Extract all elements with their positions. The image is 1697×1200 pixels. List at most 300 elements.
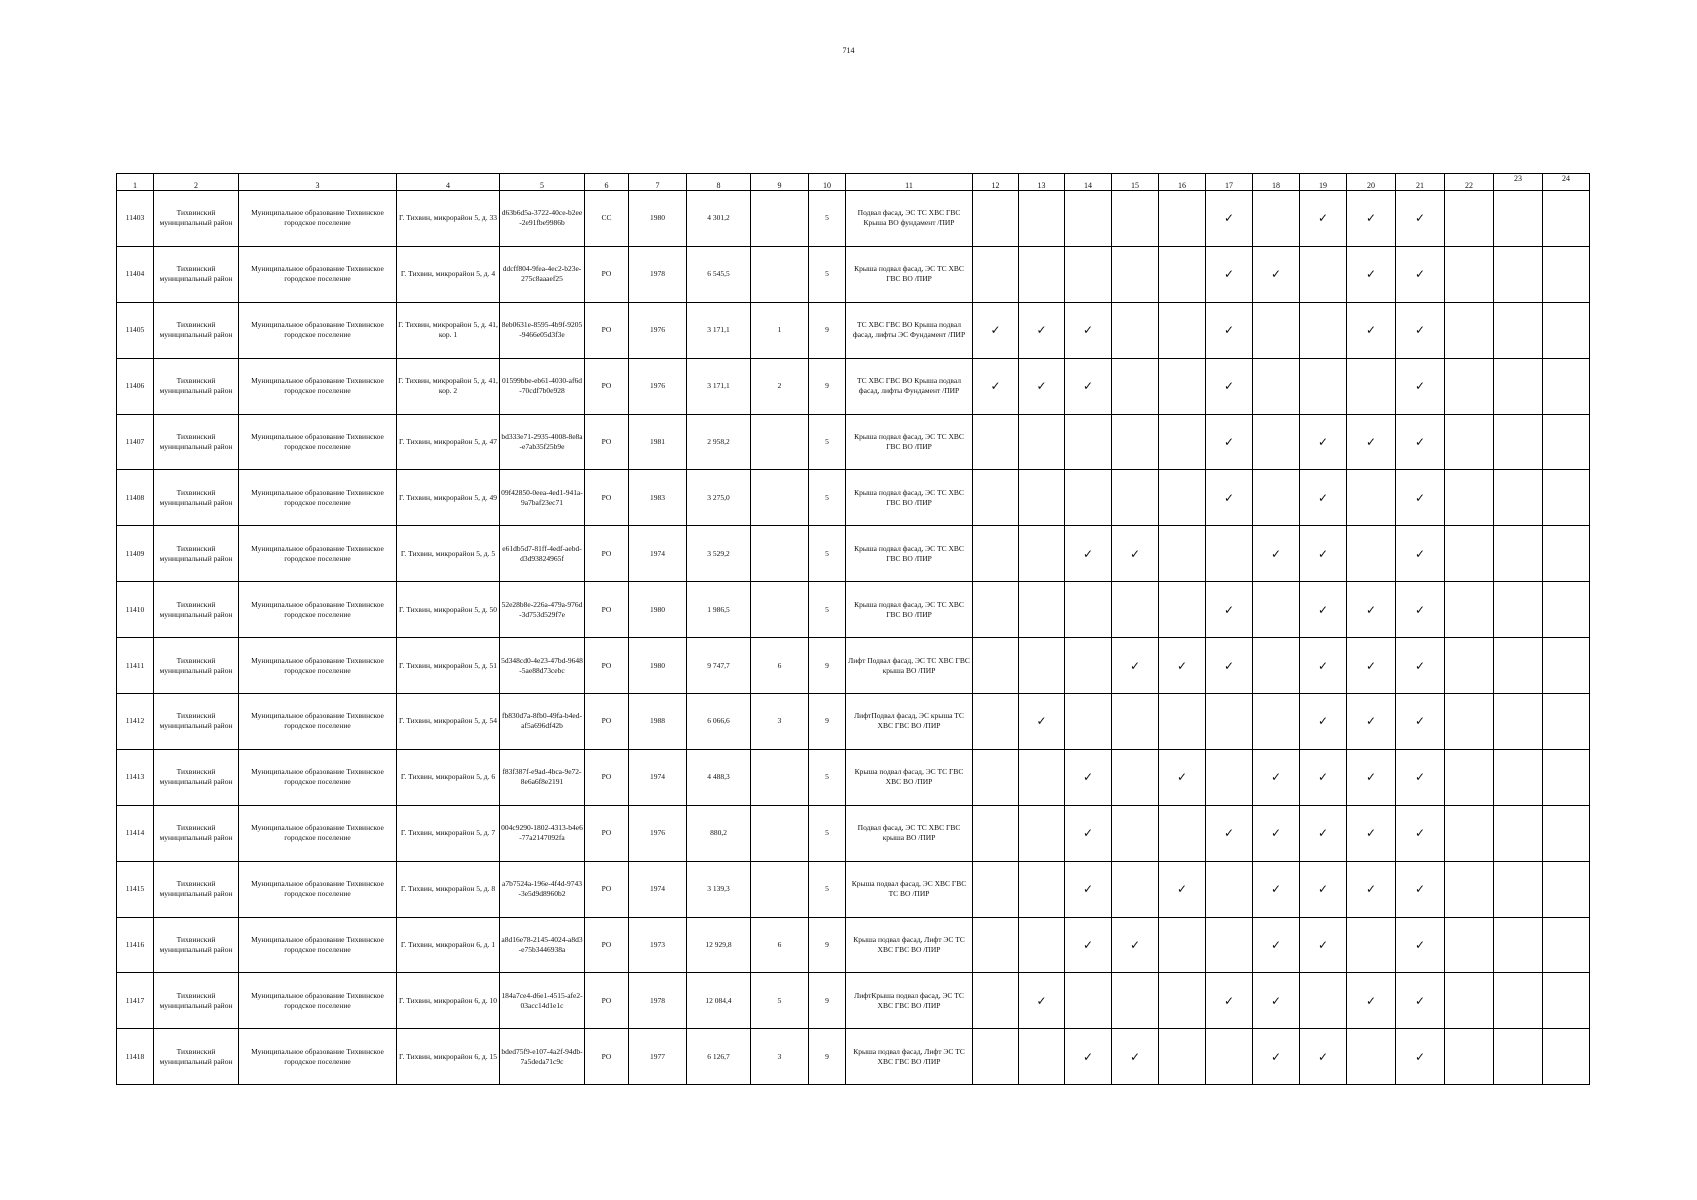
table-row [117,861,1590,917]
work-check-cell [1445,526,1494,582]
table-row [117,414,1590,470]
table-row [117,749,1590,805]
work-check-cell [1445,470,1494,526]
district-cell: Тихвинский муниципальный район [154,973,239,1029]
floors-cell: 5 [809,246,846,302]
column-number: 20 [1347,174,1396,191]
wall-material-cell: РО [585,749,629,805]
table-row [117,638,1590,694]
work-check-cell [1494,694,1543,750]
work-check-cell [1065,470,1112,526]
work-check-cell: ✓ [1300,470,1347,526]
work-check-cell [1065,191,1112,247]
work-check-cell [1253,302,1300,358]
entrances-cell [751,246,809,302]
work-check-cell [973,414,1019,470]
floors-cell: 9 [809,1029,846,1085]
work-check-cell [973,694,1019,750]
column-number: 10 [809,174,846,191]
table-row [117,191,1590,247]
year-built-cell: 1974 [629,526,687,582]
entrances-cell: 3 [751,694,809,750]
work-check-cell [1065,638,1112,694]
work-check-cell [1300,973,1347,1029]
work-check-cell: ✓ [1347,805,1396,861]
work-check-cell: ✓ [1253,973,1300,1029]
work-check-cell: ✓ [1206,246,1253,302]
district-cell: Тихвинский муниципальный район [154,1029,239,1085]
guid-cell: e61db5d7-81ff-4edf-aebd-d3d93824965f [500,526,585,582]
municipality-cell: Муниципальное образование Тихвинское городское поселение [239,861,397,917]
table-row [117,526,1590,582]
municipality-cell: Муниципальное образование Тихвинское городское поселение [239,694,397,750]
address-cell: Г. Тихвин, микрорайон 5, д. 5 [397,526,500,582]
work-check-cell [1159,358,1206,414]
work-check-cell [1445,582,1494,638]
column-number: 17 [1206,174,1253,191]
column-number: 2 [154,174,239,191]
district-cell: Тихвинский муниципальный район [154,470,239,526]
work-check-cell [1159,302,1206,358]
work-check-cell [1543,470,1590,526]
guid-cell: 8eb0631e-8595-4b9f-9205-9466e05d3f3e [500,302,585,358]
work-check-cell [1543,1029,1590,1085]
address-cell: Г. Тихвин, микрорайон 5, д. 51 [397,638,500,694]
work-check-cell: ✓ [1396,191,1445,247]
work-check-cell [1445,973,1494,1029]
year-built-cell: 1973 [629,917,687,973]
work-check-cell: ✓ [1300,414,1347,470]
floors-cell: 9 [809,358,846,414]
work-check-cell [1494,861,1543,917]
works-list-cell: ТС ХВС ГВС ВО Крыша подвал фасад, лифты Фундамент /ПИР [846,358,973,414]
work-check-cell [1494,246,1543,302]
work-check-cell [1253,694,1300,750]
work-check-cell [1019,638,1065,694]
year-built-cell: 1976 [629,805,687,861]
work-check-cell [1494,1029,1543,1085]
guid-cell: a7b7524a-196e-4f4d-9743-3e5d9d8960b2 [500,861,585,917]
work-check-cell [1065,694,1112,750]
address-cell: Г. Тихвин, микрорайон 5, д. 6 [397,749,500,805]
table-row [117,582,1590,638]
work-check-cell [1019,470,1065,526]
wall-material-cell: РО [585,246,629,302]
entrances-cell: 6 [751,917,809,973]
work-check-cell: ✓ [1396,582,1445,638]
work-check-cell: ✓ [1347,246,1396,302]
work-check-cell [1543,582,1590,638]
works-list-cell: ЛифтПодвал фасад, ЭС крыша ТС ХВС ГВС ВО /ПИР [846,694,973,750]
work-check-cell [1494,638,1543,694]
work-check-cell: ✓ [1396,246,1445,302]
works-list-cell: Крыша подвал фасад, ЭС ТС ХВС ГВС ВО /ПИР [846,470,973,526]
work-check-cell [1445,414,1494,470]
work-check-cell [973,246,1019,302]
works-list-cell: Крыша подвал фасад, ЭС ТС ХВС ГВС ВО /ПИР [846,246,973,302]
work-check-cell [1112,358,1159,414]
floors-cell: 5 [809,582,846,638]
municipality-cell: Муниципальное образование Тихвинское городское поселение [239,414,397,470]
address-cell: Г. Тихвин, микрорайон 5, д. 49 [397,470,500,526]
work-check-cell [1112,973,1159,1029]
work-check-cell [1543,805,1590,861]
work-check-cell: ✓ [1396,414,1445,470]
work-check-cell [1159,246,1206,302]
area-cell: 2 958,2 [687,414,751,470]
work-check-cell [1445,246,1494,302]
work-check-cell: ✓ [1396,470,1445,526]
work-check-cell: ✓ [1300,694,1347,750]
record-id-cell: 11405 [117,302,154,358]
wall-material-cell: РО [585,694,629,750]
record-id-cell: 11415 [117,861,154,917]
work-check-cell [1543,246,1590,302]
work-check-cell [1112,805,1159,861]
area-cell: 6 545,5 [687,246,751,302]
municipality-cell: Муниципальное образование Тихвинское городское поселение [239,526,397,582]
district-cell: Тихвинский муниципальный район [154,917,239,973]
area-cell: 3 529,2 [687,526,751,582]
works-list-cell: Крыша подвал фасад, ЭС ХВС ГВС ТС ВО /ПИР [846,861,973,917]
work-check-cell: ✓ [1112,526,1159,582]
guid-cell: 52e28b8e-226a-479a-976d-3d753d529f7e [500,582,585,638]
municipality-cell: Муниципальное образование Тихвинское городское поселение [239,191,397,247]
district-cell: Тихвинский муниципальный район [154,246,239,302]
area-cell: 1 986,5 [687,582,751,638]
work-check-cell: ✓ [1396,694,1445,750]
table-row [117,805,1590,861]
work-check-cell: ✓ [1206,805,1253,861]
municipality-cell: Муниципальное образование Тихвинское городское поселение [239,470,397,526]
district-cell: Тихвинский муниципальный район [154,694,239,750]
work-check-cell [1543,861,1590,917]
work-check-cell: ✓ [1347,582,1396,638]
work-check-cell: ✓ [1159,749,1206,805]
work-check-cell [973,470,1019,526]
work-check-cell [1206,749,1253,805]
entrances-cell [751,191,809,247]
address-cell: Г. Тихвин, микрорайон 6, д. 1 [397,917,500,973]
work-check-cell: ✓ [1065,749,1112,805]
work-check-cell: ✓ [1206,191,1253,247]
guid-cell: 5d348cd0-4e23-47bd-9648-5ae88d73cebc [500,638,585,694]
column-number-row [117,174,1590,191]
work-check-cell [1445,638,1494,694]
record-id-cell: 11403 [117,191,154,247]
work-check-cell [1445,805,1494,861]
table-row [117,246,1590,302]
work-check-cell: ✓ [1253,861,1300,917]
work-check-cell [1445,861,1494,917]
column-number: 23 [1494,174,1543,191]
work-check-cell [1206,917,1253,973]
year-built-cell: 1988 [629,694,687,750]
work-check-cell: ✓ [1347,749,1396,805]
works-list-cell: Крыша подвал фасад, ЭС ТС ХВС ГВС ВО /ПИР [846,414,973,470]
work-check-cell [973,191,1019,247]
area-cell: 3 171,1 [687,302,751,358]
work-check-cell [1253,638,1300,694]
wall-material-cell: РО [585,917,629,973]
record-id-cell: 11418 [117,1029,154,1085]
area-cell: 3 139,3 [687,861,751,917]
year-built-cell: 1980 [629,582,687,638]
works-list-cell: Подвал фасад, ЭС ТС ХВС ГВС крыша ВО /ПИР [846,805,973,861]
works-list-cell: Крыша подвал фасад, ЭС ТС ХВС ГВС ВО /ПИР [846,582,973,638]
work-check-cell: ✓ [1396,973,1445,1029]
floors-cell: 9 [809,302,846,358]
work-check-cell: ✓ [1159,638,1206,694]
table-row [117,694,1590,750]
entrances-cell [751,470,809,526]
work-check-cell: ✓ [1396,358,1445,414]
work-check-cell [1112,582,1159,638]
year-built-cell: 1974 [629,861,687,917]
district-cell: Тихвинский муниципальный район [154,749,239,805]
record-id-cell: 11406 [117,358,154,414]
floors-cell: 5 [809,470,846,526]
work-check-cell: ✓ [1065,358,1112,414]
work-check-cell [1494,917,1543,973]
work-check-cell [973,917,1019,973]
work-check-cell [1019,582,1065,638]
column-number: 18 [1253,174,1300,191]
entrances-cell [751,861,809,917]
page-number: 714 [842,46,855,55]
column-number: 14 [1065,174,1112,191]
year-built-cell: 1976 [629,302,687,358]
work-check-cell [1019,246,1065,302]
address-cell: Г. Тихвин, микрорайон 5, д. 41, кор. 2 [397,358,500,414]
work-check-cell [1445,749,1494,805]
work-check-cell: ✓ [1112,638,1159,694]
works-list-cell: Крыша подвал фасад, ЭС ТС ХВС ГВС ВО /ПИР [846,526,973,582]
work-check-cell: ✓ [1300,638,1347,694]
work-check-cell [1494,358,1543,414]
entrances-cell [751,749,809,805]
column-number: 9 [751,174,809,191]
work-check-cell [1019,526,1065,582]
entrances-cell [751,805,809,861]
floors-cell: 9 [809,694,846,750]
work-check-cell [973,749,1019,805]
column-number: 3 [239,174,397,191]
address-cell: Г. Тихвин, микрорайон 5, д. 47 [397,414,500,470]
work-check-cell: ✓ [1347,638,1396,694]
area-cell: 12 084,4 [687,973,751,1029]
wall-material-cell: РО [585,638,629,694]
column-number: 22 [1445,174,1494,191]
district-cell: Тихвинский муниципальный район [154,526,239,582]
district-cell: Тихвинский муниципальный район [154,582,239,638]
floors-cell: 5 [809,526,846,582]
district-cell: Тихвинский муниципальный район [154,302,239,358]
work-check-cell [1065,246,1112,302]
work-check-cell [1543,749,1590,805]
work-check-cell: ✓ [1396,861,1445,917]
entrances-cell: 2 [751,358,809,414]
work-check-cell [1494,805,1543,861]
work-check-cell: ✓ [1253,1029,1300,1085]
work-check-cell [1019,917,1065,973]
entrances-cell [751,582,809,638]
work-check-cell: ✓ [973,302,1019,358]
work-check-cell [1112,694,1159,750]
work-check-cell [1494,526,1543,582]
floors-cell: 5 [809,749,846,805]
work-check-cell [973,526,1019,582]
work-check-cell: ✓ [1300,805,1347,861]
column-number: 4 [397,174,500,191]
work-check-cell [1253,191,1300,247]
column-number: 5 [500,174,585,191]
year-built-cell: 1977 [629,1029,687,1085]
address-cell: Г. Тихвин, микрорайон 5, д. 8 [397,861,500,917]
work-check-cell [1206,694,1253,750]
entrances-cell [751,526,809,582]
works-list-cell: Крыша подвал фасад, Лифт ЭС ТС ХВС ГВС ВО /ПИР [846,1029,973,1085]
wall-material-cell: РО [585,861,629,917]
column-number: 15 [1112,174,1159,191]
work-check-cell [973,582,1019,638]
table-body [117,191,1590,1085]
address-cell: Г. Тихвин, микрорайон 5, д. 33 [397,191,500,247]
work-check-cell: ✓ [1206,638,1253,694]
municipality-cell: Муниципальное образование Тихвинское городское поселение [239,638,397,694]
municipality-cell: Муниципальное образование Тихвинское городское поселение [239,1029,397,1085]
work-check-cell: ✓ [1396,749,1445,805]
work-check-cell: ✓ [1347,973,1396,1029]
work-check-cell [1543,526,1590,582]
work-check-cell [1543,302,1590,358]
work-check-cell: ✓ [1065,526,1112,582]
wall-material-cell: РО [585,805,629,861]
work-check-cell: ✓ [973,358,1019,414]
municipality-cell: Муниципальное образование Тихвинское городское поселение [239,917,397,973]
guid-cell: 09f42850-0eea-4ed1-941a-9a7baf23ec71 [500,470,585,526]
column-number: 7 [629,174,687,191]
work-check-cell: ✓ [1206,973,1253,1029]
floors-cell: 5 [809,414,846,470]
column-number: 13 [1019,174,1065,191]
year-built-cell: 1978 [629,246,687,302]
column-number: 11 [846,174,973,191]
municipality-cell: Муниципальное образование Тихвинское городское поселение [239,582,397,638]
work-check-cell [1494,191,1543,247]
table-row [117,470,1590,526]
floors-cell: 5 [809,861,846,917]
address-cell: Г. Тихвин, микрорайон 6, д. 15 [397,1029,500,1085]
work-check-cell [1159,1029,1206,1085]
work-check-cell: ✓ [1396,917,1445,973]
floors-cell: 5 [809,191,846,247]
work-check-cell: ✓ [1065,805,1112,861]
work-check-cell [1543,694,1590,750]
work-check-cell [1494,302,1543,358]
work-check-cell: ✓ [1300,526,1347,582]
work-check-cell: ✓ [1065,917,1112,973]
work-check-cell [1019,749,1065,805]
municipality-cell: Муниципальное образование Тихвинское городское поселение [239,749,397,805]
work-check-cell [1206,861,1253,917]
address-cell: Г. Тихвин, микрорайон 5, д. 41, кор. 1 [397,302,500,358]
work-check-cell [1347,526,1396,582]
guid-cell: 184a7ce4-d6e1-4515-afe2-03acc14d1e1c [500,973,585,1029]
work-check-cell [1445,694,1494,750]
work-check-cell [1300,246,1347,302]
work-check-cell: ✓ [1396,1029,1445,1085]
year-built-cell: 1981 [629,414,687,470]
work-check-cell: ✓ [1253,805,1300,861]
work-check-cell [1019,1029,1065,1085]
work-check-cell [1206,1029,1253,1085]
work-check-cell [1112,246,1159,302]
work-check-cell [1019,414,1065,470]
wall-material-cell: РО [585,414,629,470]
work-check-cell [1159,526,1206,582]
municipality-cell: Муниципальное образование Тихвинское городское поселение [239,302,397,358]
area-cell: 4 301,2 [687,191,751,247]
work-check-cell [1253,582,1300,638]
guid-cell: fb830d7a-8fb0-49fa-b4ed-af5a696df42b [500,694,585,750]
municipality-cell: Муниципальное образование Тихвинское городское поселение [239,246,397,302]
work-check-cell [973,861,1019,917]
year-built-cell: 1980 [629,638,687,694]
area-cell: 4 488,3 [687,749,751,805]
wall-material-cell: РО [585,358,629,414]
work-check-cell [1112,302,1159,358]
housing-registry-table [116,173,1590,1085]
work-check-cell [1159,582,1206,638]
wall-material-cell: РО [585,1029,629,1085]
work-check-cell: ✓ [1206,414,1253,470]
entrances-cell: 3 [751,1029,809,1085]
year-built-cell: 1976 [629,358,687,414]
work-check-cell [1159,973,1206,1029]
column-number: 21 [1396,174,1445,191]
area-cell: 3 171,1 [687,358,751,414]
work-check-cell [973,805,1019,861]
work-check-cell: ✓ [1347,414,1396,470]
guid-cell: 01599bbe-eb61-4030-af6d-70cdf7b0e928 [500,358,585,414]
work-check-cell: ✓ [1019,973,1065,1029]
wall-material-cell: РО [585,302,629,358]
area-cell: 12 929,8 [687,917,751,973]
guid-cell: 004c9290-1802-4313-b4e6-77a2147092fa [500,805,585,861]
address-cell: Г. Тихвин, микрорайон 5, д. 54 [397,694,500,750]
wall-material-cell: РО [585,470,629,526]
wall-material-cell: СС [585,191,629,247]
work-check-cell [1019,805,1065,861]
work-check-cell: ✓ [1253,246,1300,302]
works-list-cell: Лифт Подвал фасад, ЭС ТС ХВС ГВС крыша ВО /ПИР [846,638,973,694]
record-id-cell: 11404 [117,246,154,302]
work-check-cell [1543,414,1590,470]
guid-cell: bd333e71-2935-4008-8e8a-e7ab35f25b9e [500,414,585,470]
work-check-cell: ✓ [1300,749,1347,805]
wall-material-cell: РО [585,582,629,638]
work-check-cell [1347,917,1396,973]
work-check-cell: ✓ [1253,526,1300,582]
guid-cell: d63b6d5a-3722-40ce-b2ee-2e91fbe9986b [500,191,585,247]
entrances-cell: 5 [751,973,809,1029]
address-cell: Г. Тихвин, микрорайон 5, д. 50 [397,582,500,638]
work-check-cell [1543,191,1590,247]
work-check-cell: ✓ [1300,1029,1347,1085]
work-check-cell: ✓ [1019,358,1065,414]
work-check-cell [1494,414,1543,470]
